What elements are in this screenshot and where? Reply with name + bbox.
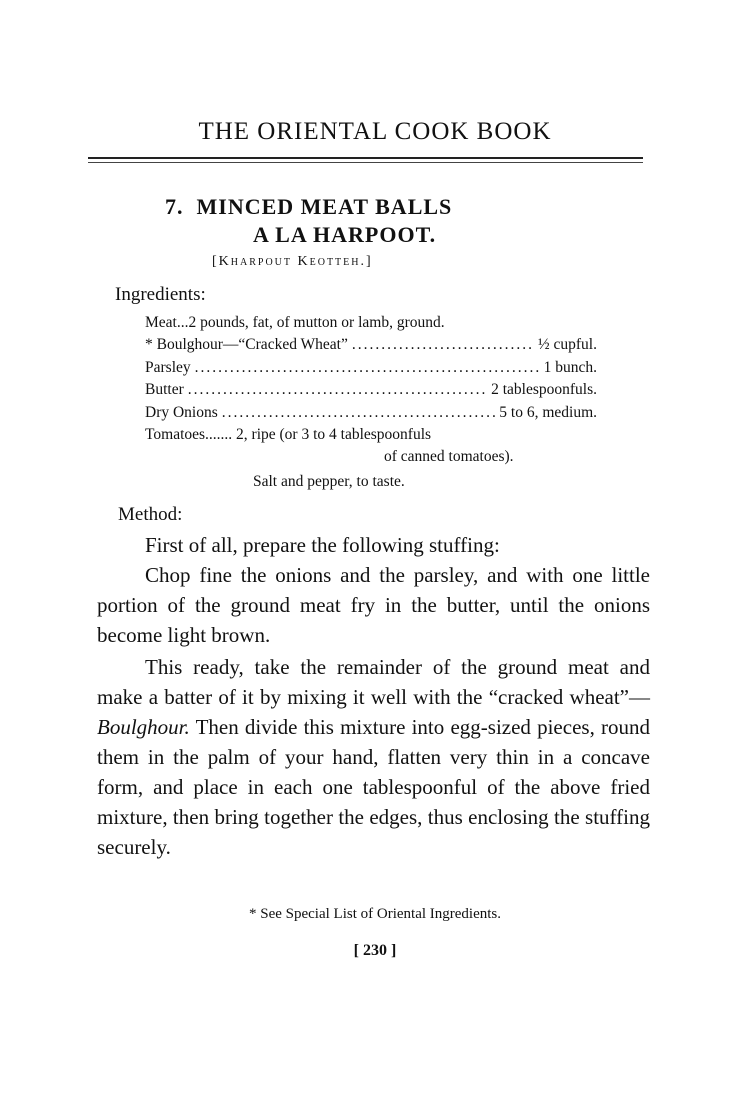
dot-leader [195, 359, 540, 377]
page-number: [ 230 ] [353, 942, 397, 959]
paragraph-3-start: This ready, take the remainder of the ground meat and make a batter of it by mixing it well with the “cracked wheat”— [97, 655, 650, 709]
paragraph-3-end: Then divide this mixture into egg-sized pieces, round them in the palm of your hand, flatten very thin in a concave form, and place in each one tablespoonful of the above fried mixture, then bring together the edges, thus enclosing the stuffing securely. [97, 715, 650, 859]
paragraph-3-emphasis: Boulghour. [97, 715, 190, 739]
dot-leader [222, 404, 496, 422]
header-rule-thin [88, 162, 643, 163]
ingredient-onions [145, 404, 597, 422]
dot-leader [188, 381, 487, 399]
recipe-title [165, 194, 565, 220]
ingredient-tomatoes: Tomatoes....... 2, ripe (or 3 to 4 tablespoonfuls [145, 426, 432, 443]
ingredient-quantity: 1 bunch. [543, 359, 597, 376]
footnote: * See Special List of Oriental Ingredients. [248, 906, 501, 922]
ingredient-salt-pepper: Salt and pepper, to taste. [253, 473, 405, 490]
recipe-native-name: [Kharpout Keotteh.] [212, 254, 373, 269]
ingredients-heading: Ingredients: [115, 284, 206, 305]
recipe-number: 7. [165, 194, 184, 219]
ingredient-boulghour [145, 336, 597, 354]
recipe-title-line2: A LA HARPOOT. [253, 222, 437, 247]
ingredient-parsley [145, 359, 597, 377]
ingredient-quantity: 5 to 6, medium. [499, 404, 597, 421]
header-rule-thick [88, 157, 643, 159]
running-header: THE ORIENTAL COOK BOOK [198, 118, 552, 145]
recipe-title-line1: MINCED MEAT BALLS [196, 194, 453, 219]
method-heading: Method: [118, 504, 183, 525]
ingredient-quantity: 2 tablespoonfuls. [491, 381, 597, 398]
ingredient-name: Butter [145, 381, 184, 398]
ingredient-butter [145, 381, 597, 399]
ingredient-tomatoes-cont: of canned tomatoes). [384, 448, 514, 465]
ingredient-name: Dry Onions [145, 404, 218, 421]
method-paragraph-1: First of all, prepare the following stuffing: [145, 533, 500, 557]
ingredient-name: * Boulghour—“Cracked Wheat” [145, 336, 348, 353]
method-paragraph-3 [97, 652, 650, 862]
ingredient-name: Parsley [145, 359, 191, 376]
method-text [97, 530, 650, 862]
ingredient-meat: Meat...2 pounds, fat, of mutton or lamb, ground. [145, 314, 445, 331]
ingredient-quantity: ½ cupful. [538, 336, 597, 353]
method-paragraph-2: Chop fine the onions and the parsley, and with one little portion of the ground meat fry in the butter, until the onions become light brown. [97, 563, 650, 647]
dot-leader [352, 336, 534, 354]
